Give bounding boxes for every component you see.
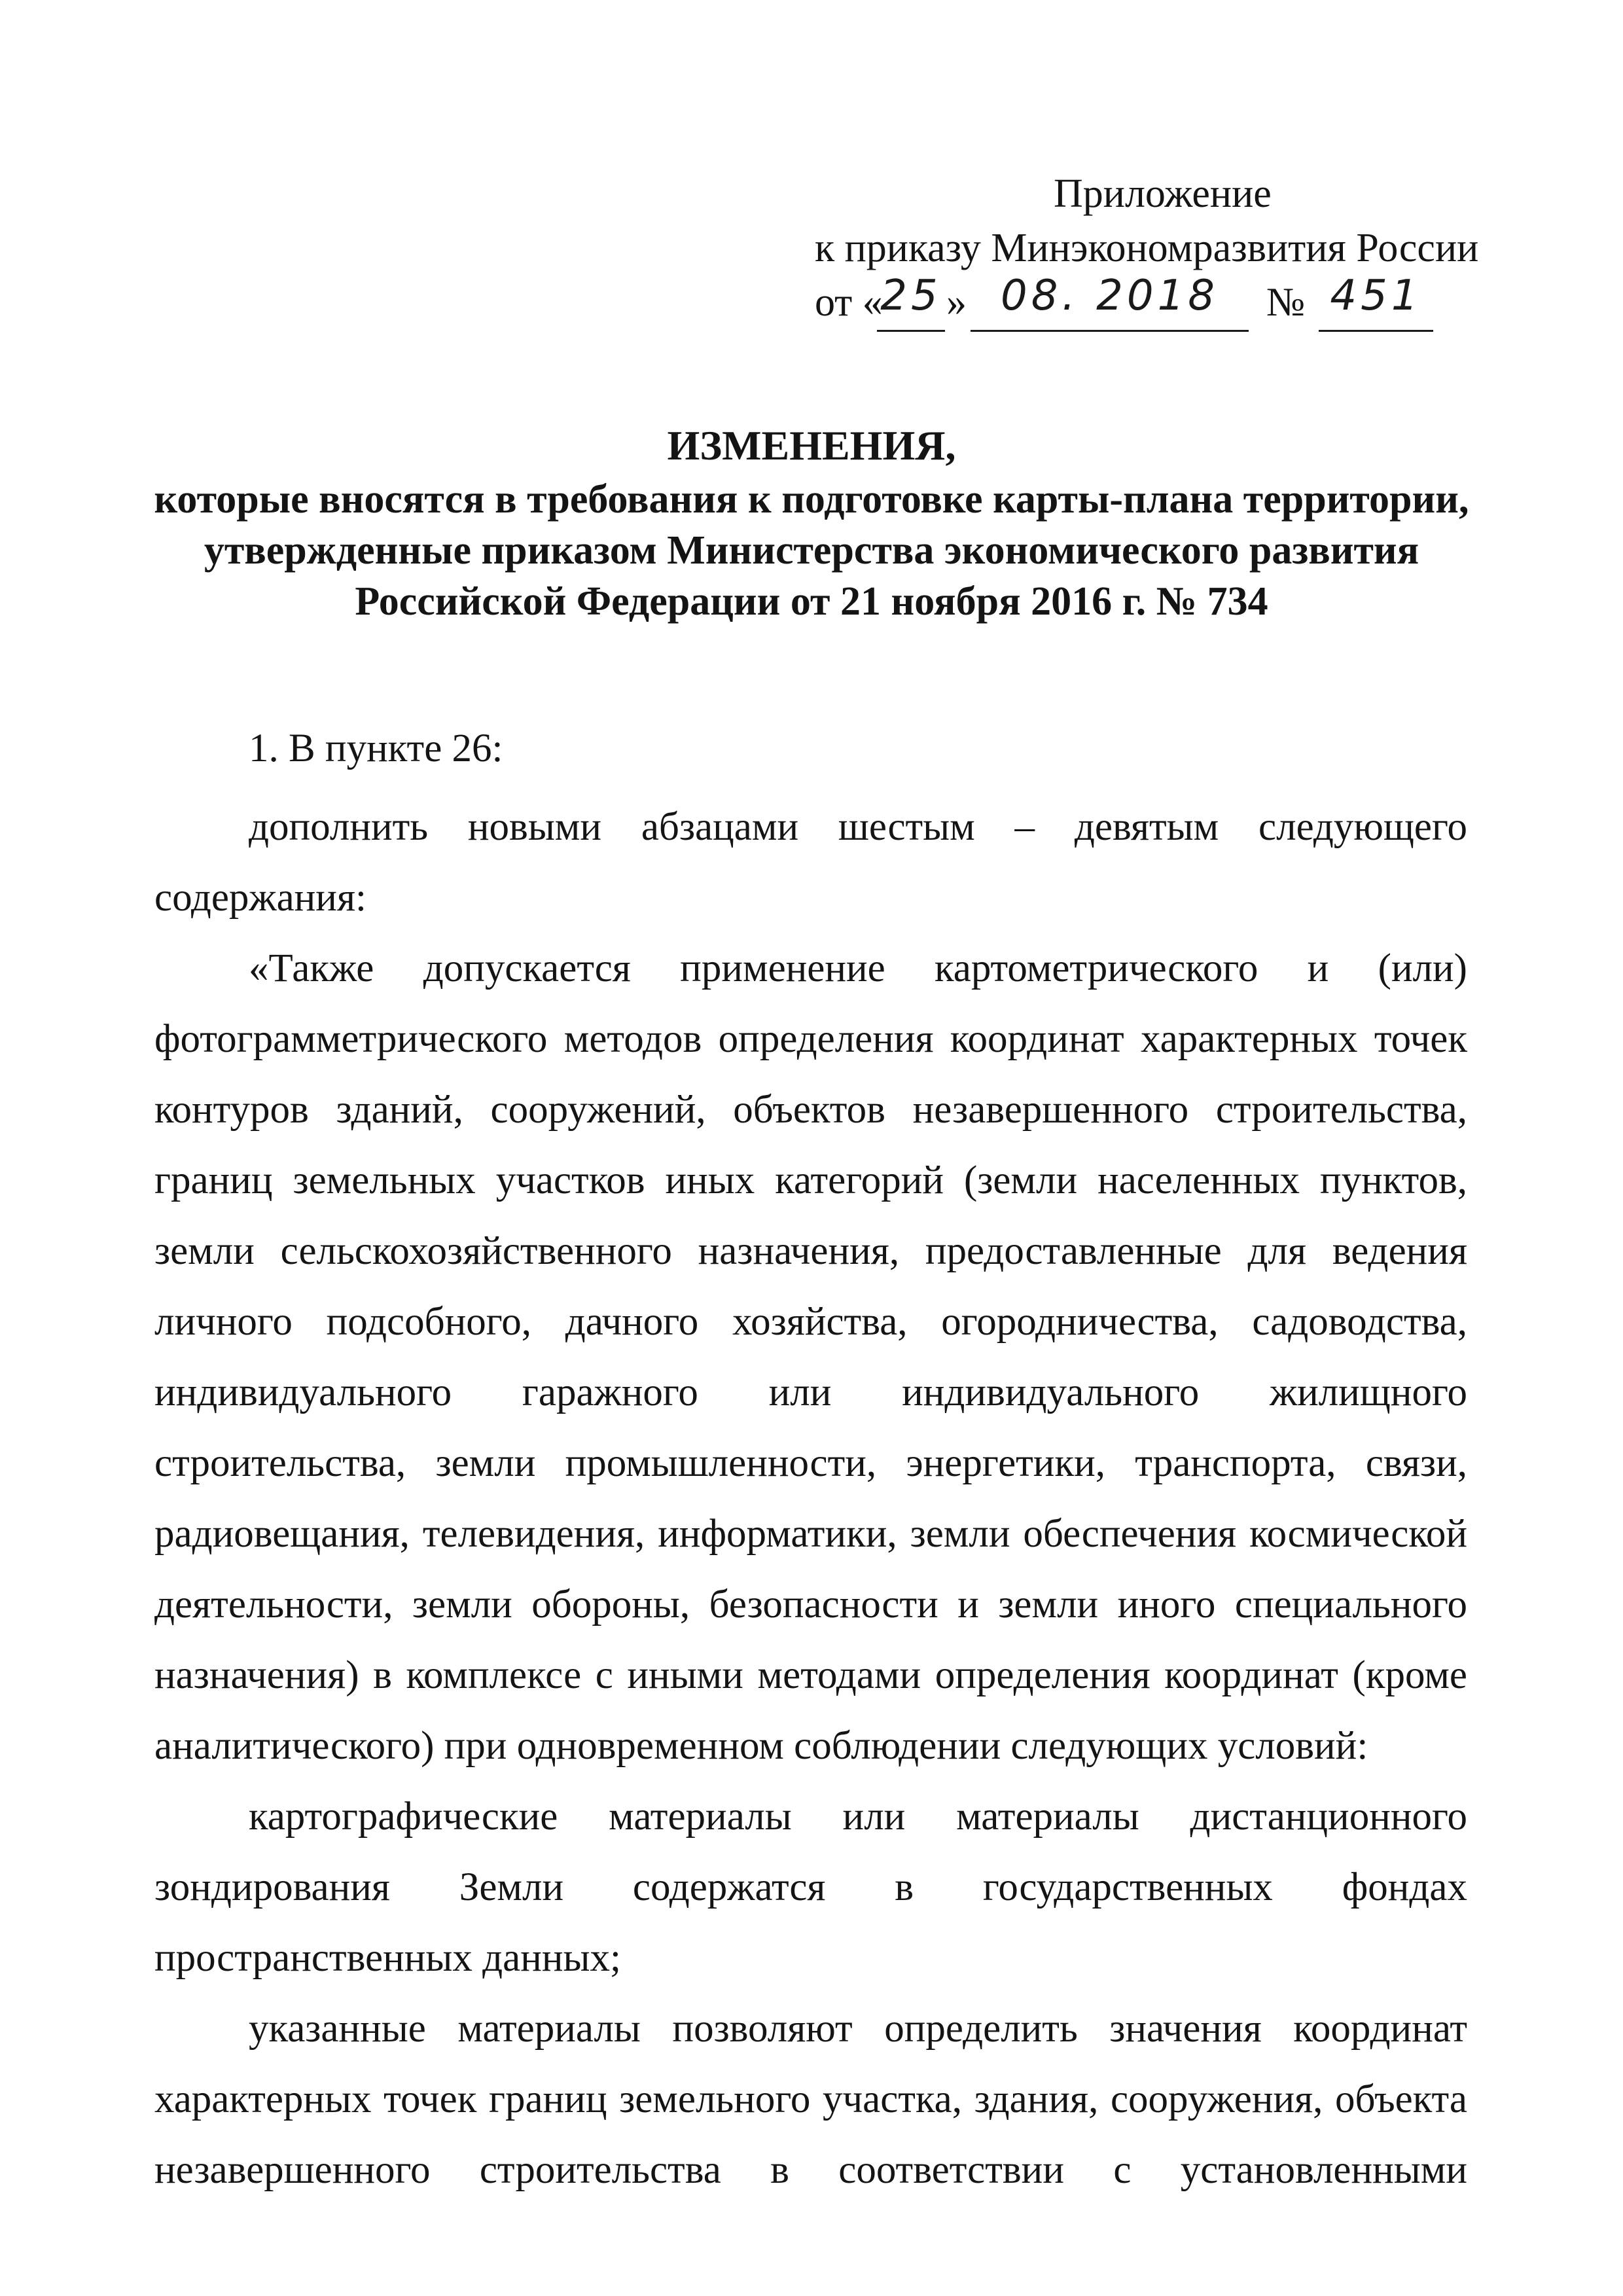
- item-1-action: дополнить новыми абзацами шестым – девятым следующего содержания:: [154, 805, 1467, 920]
- date-prefix: от «: [815, 280, 883, 325]
- heading-main: ИЗМЕНЕНИЯ,: [667, 422, 956, 469]
- document-body: [154, 713, 1467, 2206]
- number-label: №: [1266, 280, 1306, 325]
- heading-line-2: утвержденные приказом Министерства экономического развития: [204, 528, 1419, 573]
- handwritten-number: 451: [1330, 272, 1422, 320]
- day-field: [877, 272, 945, 332]
- paragraph-3: указанные материалы позволяют определить значения координат характерных точек границ земельного участка, здания, сооружения, объекта незавершенного строительства в соответствии с установленными: [154, 2007, 1467, 2192]
- paragraph-1: «Также допускается применение картометрического и (или) фотограмметрического методов определения координат характерных точек контуров зданий, сооружений, объектов незавершенного строительства, границ земельных участков иных категорий (земли населенных пунктов, земли сельскохозяйственного назначения, предоставленные для ведения личного подсобного, дачного хозяйства, огородничества, садоводства, индивидуального гаражного или индивидуального жилищного строительства, земли промышленности, энергетики, транспорта, связи, радиовещания, телевидения, информатики, земли обеспечения космической деятельности, земли обороны, безопасности и земли иного специального назначения) в комплексе с иными методами определения координат (кроме аналитического) при одновременном соблюдении следующих условий:: [154, 946, 1467, 1768]
- item-1-heading: 1. В пункте 26:: [249, 726, 503, 770]
- heading-line-3: Российской Федерации от 21 ноября 2016 г. № 734: [355, 579, 1268, 624]
- appendix-date-line: [815, 272, 1469, 330]
- month-year-field: [971, 272, 1249, 332]
- appendix-header: [815, 167, 1479, 330]
- number-field: [1319, 272, 1433, 332]
- date-mid: »: [946, 280, 967, 325]
- appendix-order-reference: к приказу Минэкономразвития России: [815, 226, 1479, 270]
- heading-line-1: которые вносятся в требования к подготовке карты-плана территории,: [154, 477, 1469, 522]
- appendix-title: Приложение: [1054, 171, 1272, 216]
- handwritten-day: 25: [880, 272, 942, 320]
- handwritten-month-year: 08. 2018: [1001, 272, 1219, 320]
- document-heading: [131, 420, 1492, 627]
- paragraph-2: картографические материалы или материалы дистанционного зондирования Земли содержатся в государственных фондах пространственных данных;: [154, 1795, 1467, 1980]
